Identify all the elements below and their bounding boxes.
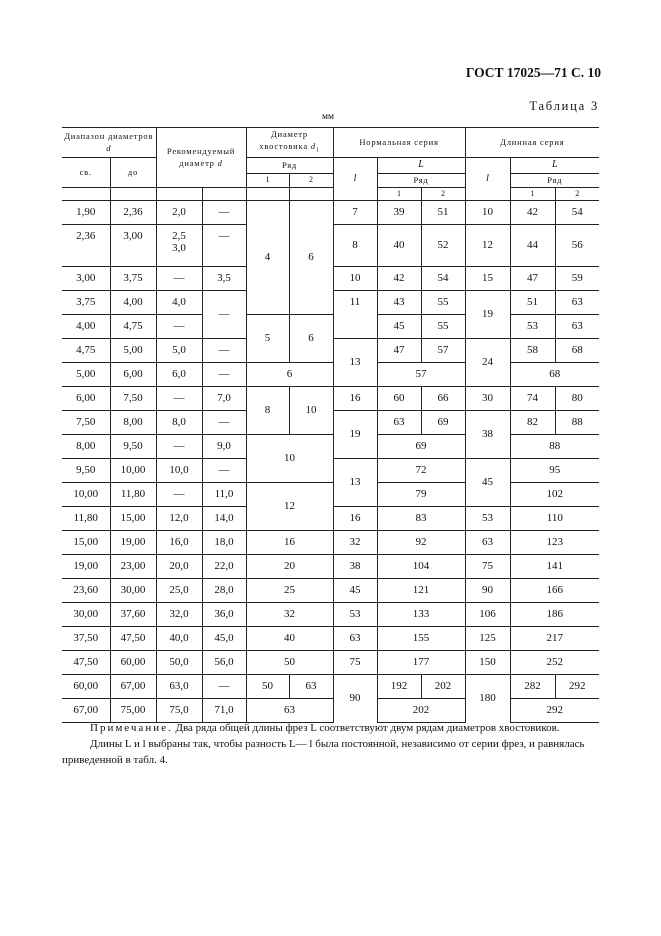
- cell: 16,0: [156, 530, 202, 554]
- cell: 28,0: [202, 578, 246, 602]
- cell: 10: [246, 434, 333, 482]
- cell: 19,00: [110, 530, 156, 554]
- cell: 4,00: [62, 314, 110, 338]
- cell: 69: [377, 434, 465, 458]
- cell: 40: [377, 224, 421, 266]
- normal-r2: 2: [421, 187, 465, 200]
- cell: 51: [421, 200, 465, 224]
- cell: 102: [510, 482, 599, 506]
- cell: 123: [510, 530, 599, 554]
- table-row: [62, 362, 599, 386]
- cell: 3,00: [110, 224, 156, 266]
- normal-L-header: L: [377, 157, 465, 173]
- table-row: [62, 674, 599, 698]
- cell: 166: [510, 578, 599, 602]
- cell: 20,0: [156, 554, 202, 578]
- cell: 50: [246, 674, 289, 698]
- cell: 6,00: [62, 386, 110, 410]
- table-header: [62, 128, 599, 201]
- cell: 9,0: [202, 434, 246, 458]
- cell: 6,0: [156, 362, 202, 386]
- cell: 7,50: [110, 386, 156, 410]
- table-row: [62, 554, 599, 578]
- cell: 15: [465, 266, 510, 290]
- cell: 8: [246, 386, 289, 434]
- cell: 32: [246, 602, 333, 626]
- shank-header: Диаметр хвостовика $d_1$: [246, 128, 333, 158]
- cell: 5: [246, 314, 289, 362]
- table-row: [62, 530, 599, 554]
- cell: 54: [421, 266, 465, 290]
- cell: —: [202, 200, 246, 224]
- cell: —: [202, 362, 246, 386]
- cell: 4: [246, 200, 289, 314]
- normal-series-header: Нормальная серия: [333, 128, 465, 158]
- note-line-1: Два ряда общей длины фрез L соответствуют двум рядам диаметров хвостовиков.: [175, 722, 560, 734]
- cell: 40,0: [156, 626, 202, 650]
- cell: 13: [333, 338, 377, 386]
- cell: 30,00: [62, 602, 110, 626]
- cell: 95: [510, 458, 599, 482]
- cell: 20: [246, 554, 333, 578]
- cell: 10: [289, 386, 333, 434]
- cell: 75,0: [156, 698, 202, 722]
- cell: 66: [421, 386, 465, 410]
- cell: 37,60: [110, 602, 156, 626]
- cell: —: [202, 290, 246, 338]
- long-r1: 1: [510, 187, 555, 200]
- cell: 88: [510, 434, 599, 458]
- cell: 68: [510, 362, 599, 386]
- cell: 282: [510, 674, 555, 698]
- cell: 177: [377, 650, 465, 674]
- cell: 45: [465, 458, 510, 506]
- cell: 25,0: [156, 578, 202, 602]
- cell: 30: [465, 386, 510, 410]
- cell: 42: [377, 266, 421, 290]
- cell: 2,36: [110, 200, 156, 224]
- cell: 63: [289, 674, 333, 698]
- cell: 16: [246, 530, 333, 554]
- cell: 58: [510, 338, 555, 362]
- cell: 79: [377, 482, 465, 506]
- cell: 52: [421, 224, 465, 266]
- cell: 4,75: [62, 338, 110, 362]
- cell: 44: [510, 224, 555, 266]
- cell: 2,0: [156, 200, 202, 224]
- cell: 90: [333, 674, 377, 722]
- cell: 1,90: [62, 200, 110, 224]
- cell: 6,00: [110, 362, 156, 386]
- range-header: Диапазон диаметров d: [62, 128, 156, 158]
- cell: —: [202, 674, 246, 698]
- cell: 63: [555, 290, 599, 314]
- cell: 71,0: [202, 698, 246, 722]
- cell: 67,00: [62, 698, 110, 722]
- cell: 56,0: [202, 650, 246, 674]
- cell: 15,00: [62, 530, 110, 554]
- cell: 252: [510, 650, 599, 674]
- table-row: [62, 482, 599, 506]
- page-header: ГОСТ 17025—71 С. 10: [465, 65, 601, 80]
- shank-row-header: Ряд: [246, 157, 333, 173]
- table-row: [62, 650, 599, 674]
- table-row: [62, 386, 599, 410]
- cell: 32,0: [156, 602, 202, 626]
- cell: 55: [421, 290, 465, 314]
- table-row: [62, 626, 599, 650]
- cell: 121: [377, 578, 465, 602]
- cell: 104: [377, 554, 465, 578]
- cell: 19,00: [62, 554, 110, 578]
- table-row: [62, 434, 599, 458]
- cell: 18,0: [202, 530, 246, 554]
- cell: 23,00: [110, 554, 156, 578]
- cell: —: [202, 458, 246, 482]
- long-row-header: Ряд: [510, 173, 599, 187]
- cell: 16: [333, 386, 377, 410]
- cell: 57: [421, 338, 465, 362]
- long-l-header: l: [465, 157, 510, 200]
- table-row: [62, 602, 599, 626]
- cell: 75: [333, 650, 377, 674]
- table-row: [62, 578, 599, 602]
- cell: 42: [510, 200, 555, 224]
- cell: 217: [510, 626, 599, 650]
- cell: 133: [377, 602, 465, 626]
- cell: —: [156, 314, 202, 338]
- cell: 8,00: [62, 434, 110, 458]
- cell: 7,0: [202, 386, 246, 410]
- cell: 53: [465, 506, 510, 530]
- cell: 4,75: [110, 314, 156, 338]
- cell: 47: [377, 338, 421, 362]
- unit-label: мм: [322, 112, 335, 122]
- cell: 3,75: [110, 266, 156, 290]
- cell: 40: [246, 626, 333, 650]
- cell: 5,00: [62, 362, 110, 386]
- cell: 36,0: [202, 602, 246, 626]
- cell: 3,75: [62, 290, 110, 314]
- cell: 202: [421, 674, 465, 698]
- dimensions-table: [62, 127, 599, 723]
- cell: 11,0: [202, 482, 246, 506]
- cell: 63: [377, 410, 421, 434]
- cell: 38: [465, 410, 510, 458]
- cell: 75: [465, 554, 510, 578]
- cell: 80: [555, 386, 599, 410]
- cell: 155: [377, 626, 465, 650]
- long-series-header: Длинная серия: [465, 128, 599, 158]
- cell: 4,0: [156, 290, 202, 314]
- recommended-header: Рекомендуемый диаметр d: [156, 128, 246, 188]
- cell: 47,50: [110, 626, 156, 650]
- cell: 106: [465, 602, 510, 626]
- cell: 11,80: [62, 506, 110, 530]
- shank-r2: 2: [289, 173, 333, 187]
- cell: —: [202, 224, 246, 266]
- cell: 292: [510, 698, 599, 722]
- cell: —: [156, 386, 202, 410]
- cell: 10: [333, 266, 377, 290]
- cell: 60: [377, 386, 421, 410]
- cell: 82: [510, 410, 555, 434]
- normal-l-header: l: [333, 157, 377, 200]
- cell: 6: [289, 200, 333, 314]
- cell: 8: [333, 224, 377, 266]
- cell: 110: [510, 506, 599, 530]
- cell: 74: [510, 386, 555, 410]
- cell: 54: [571, 206, 583, 219]
- cell: 32: [333, 530, 377, 554]
- cell: 88: [555, 410, 599, 434]
- cell: 7,50: [62, 410, 110, 434]
- cell: 90: [465, 578, 510, 602]
- cell: 202: [377, 698, 465, 722]
- cell: 2,36: [62, 224, 110, 266]
- table-label: Таблица 3: [529, 99, 599, 113]
- to-header: до: [110, 157, 156, 187]
- cell: 11,80: [110, 482, 156, 506]
- cell: 6: [246, 362, 333, 386]
- table-row: [62, 698, 599, 722]
- cell: 9,50: [110, 434, 156, 458]
- cell: 75,00: [110, 698, 156, 722]
- cell: 45: [377, 314, 421, 338]
- cell: 25: [246, 578, 333, 602]
- cell: 63,0: [156, 674, 202, 698]
- cell: 45: [333, 578, 377, 602]
- table-row: [62, 200, 599, 224]
- cell: 5,0: [156, 338, 202, 362]
- normal-r1: 1: [377, 187, 421, 200]
- cell: 60,00: [110, 650, 156, 674]
- cell: 72: [377, 458, 465, 482]
- cell: 6: [289, 314, 333, 362]
- cell: 60,00: [62, 674, 110, 698]
- cell: 3,5: [202, 266, 246, 290]
- cell: 43: [377, 290, 421, 314]
- cell: 67,00: [110, 674, 156, 698]
- cell: 8,0: [156, 410, 202, 434]
- cell: 11: [333, 290, 377, 338]
- cell: 8,00: [110, 410, 156, 434]
- cell: 30,00: [110, 578, 156, 602]
- cell: 37,50: [62, 626, 110, 650]
- cell: —: [156, 434, 202, 458]
- cell: 47,50: [62, 650, 110, 674]
- cell: 50,0: [156, 650, 202, 674]
- cell: 57: [377, 362, 465, 386]
- cell: 63: [465, 530, 510, 554]
- cell: 13: [333, 458, 377, 506]
- cell: 38: [333, 554, 377, 578]
- cell: 5,00: [110, 338, 156, 362]
- cell: 50: [246, 650, 333, 674]
- normal-row-header: Ряд: [377, 173, 465, 187]
- cell: 12: [246, 482, 333, 530]
- cell: 83: [377, 506, 465, 530]
- cell: 47: [510, 266, 555, 290]
- table-row: [62, 314, 599, 338]
- cell: 23,60: [62, 578, 110, 602]
- table-note: [62, 720, 602, 768]
- note-label: Примечание.: [90, 722, 173, 734]
- cell: —: [156, 482, 202, 506]
- cell: 53: [333, 602, 377, 626]
- cell: 14,0: [202, 506, 246, 530]
- cell: 63: [555, 314, 599, 338]
- cell: 51: [510, 290, 555, 314]
- cell: 10,0: [156, 458, 202, 482]
- cell: 56: [555, 224, 599, 266]
- cell: 12: [465, 224, 510, 266]
- cell: 68: [555, 338, 599, 362]
- table-body: [62, 200, 599, 722]
- cell: 150: [465, 650, 510, 674]
- cell: 24: [465, 338, 510, 386]
- cell: 63: [246, 698, 333, 722]
- cell: —: [202, 338, 246, 362]
- cell: 192: [377, 674, 421, 698]
- cell: 10,00: [62, 482, 110, 506]
- from-header: св.: [62, 157, 110, 187]
- cell: 15,00: [110, 506, 156, 530]
- cell: 12,0: [156, 506, 202, 530]
- cell: 19: [333, 410, 377, 458]
- cell: 59: [555, 266, 599, 290]
- cell: 3,00: [62, 266, 110, 290]
- cell: 39: [377, 200, 421, 224]
- cell: 63: [333, 626, 377, 650]
- cell: 9,50: [62, 458, 110, 482]
- cell: 186: [510, 602, 599, 626]
- cell: 4,00: [110, 290, 156, 314]
- cell: 141: [510, 554, 599, 578]
- shank-r1: 1: [246, 173, 289, 187]
- cell: 180: [465, 674, 510, 722]
- cell: 45,0: [202, 626, 246, 650]
- cell: 19: [465, 290, 510, 338]
- cell: 7: [333, 200, 377, 224]
- cell: 55: [421, 314, 465, 338]
- cell: 16: [333, 506, 377, 530]
- cell: 10,00: [110, 458, 156, 482]
- cell: —: [156, 266, 202, 290]
- cell: 292: [555, 674, 599, 698]
- cell: 22,0: [202, 554, 246, 578]
- cell: 92: [377, 530, 465, 554]
- long-r2: 2: [555, 187, 599, 200]
- cell: 69: [421, 410, 465, 434]
- note-line-2: Длины L и l выбраны так, чтобы разность L— l была постоянной, независимо от серии фрез, и равнялась приведенной в табл. 4.: [62, 738, 585, 766]
- long-L-header: L: [510, 157, 599, 173]
- cell: 53: [510, 314, 555, 338]
- cell: 125: [465, 626, 510, 650]
- cell: 10: [465, 200, 510, 224]
- cell: —: [202, 410, 246, 434]
- cell: 2,5 3,0: [156, 224, 202, 266]
